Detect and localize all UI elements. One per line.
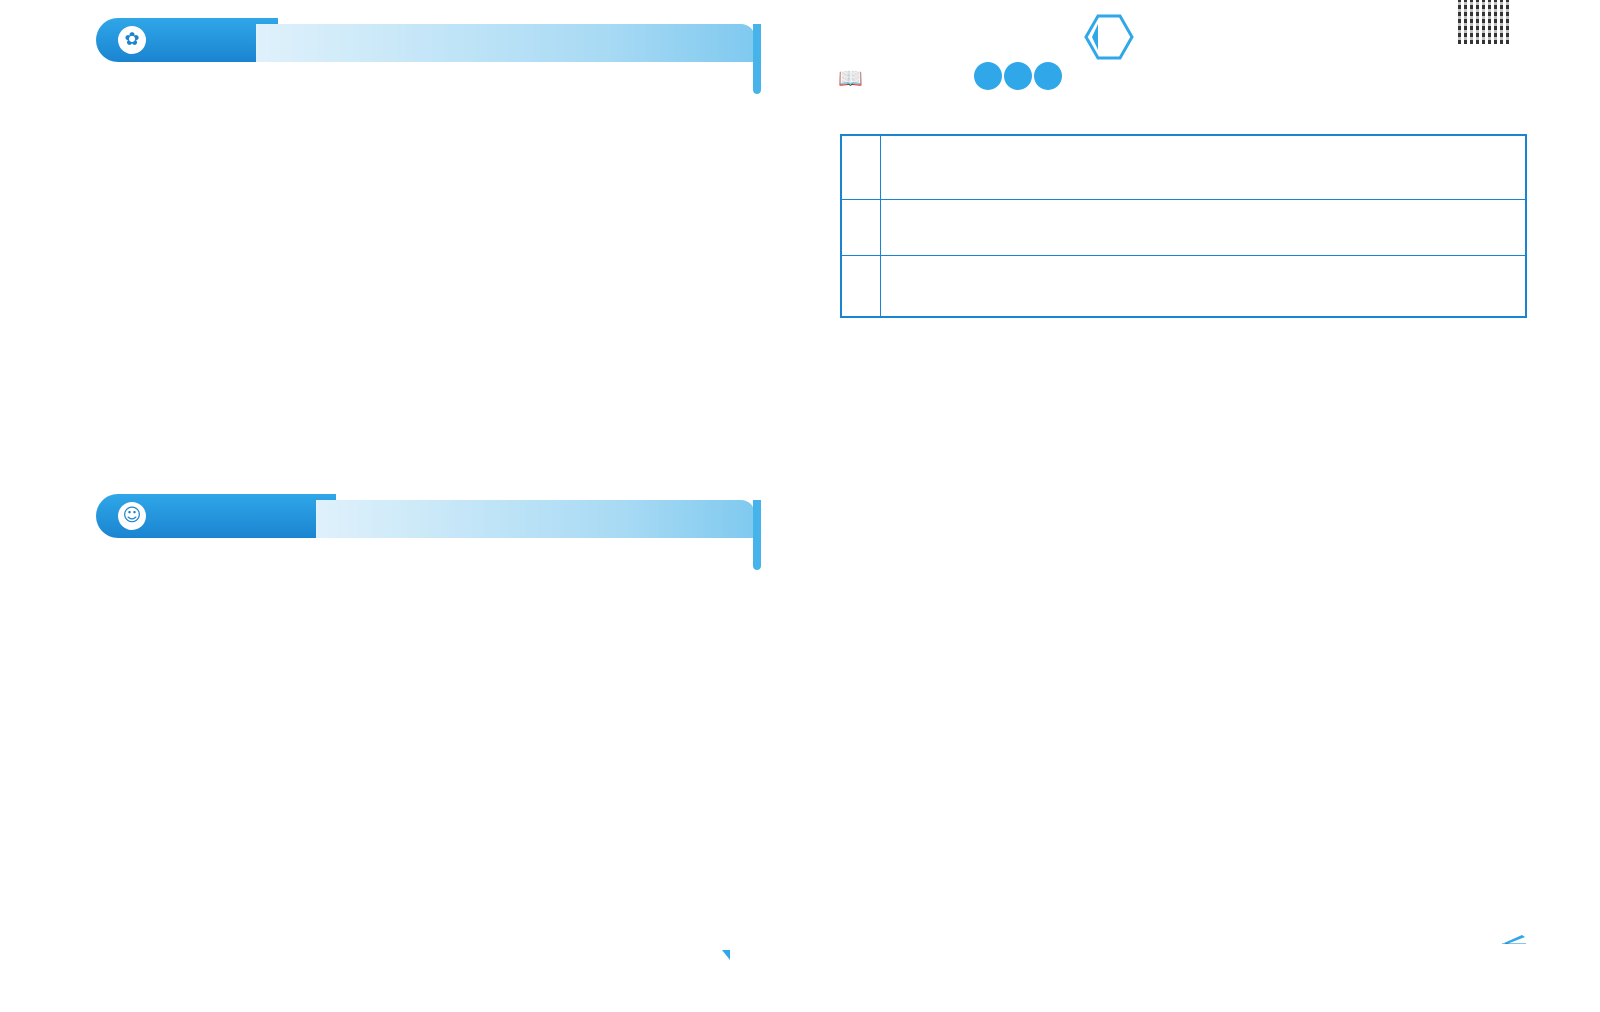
right-page [800, 0, 1600, 1012]
book-icon: 📖 [838, 66, 863, 90]
watermark [1400, 920, 1550, 980]
left-page [0, 0, 790, 1012]
practice-header [838, 64, 1258, 94]
header-bubble [1034, 62, 1062, 90]
banner-new-thinking [96, 18, 761, 62]
person-icon: ☺ [118, 502, 146, 530]
material-row [842, 255, 1525, 316]
banner-master-class [96, 494, 761, 538]
material-row [842, 136, 1525, 200]
flower-icon: ✿ [118, 26, 146, 54]
header-bubble [974, 62, 1002, 90]
materials-table [840, 134, 1527, 318]
material-row [842, 199, 1525, 256]
header-bubble [1004, 62, 1032, 90]
lesson-number-badge [1084, 12, 1134, 62]
corner-mark [722, 950, 730, 960]
